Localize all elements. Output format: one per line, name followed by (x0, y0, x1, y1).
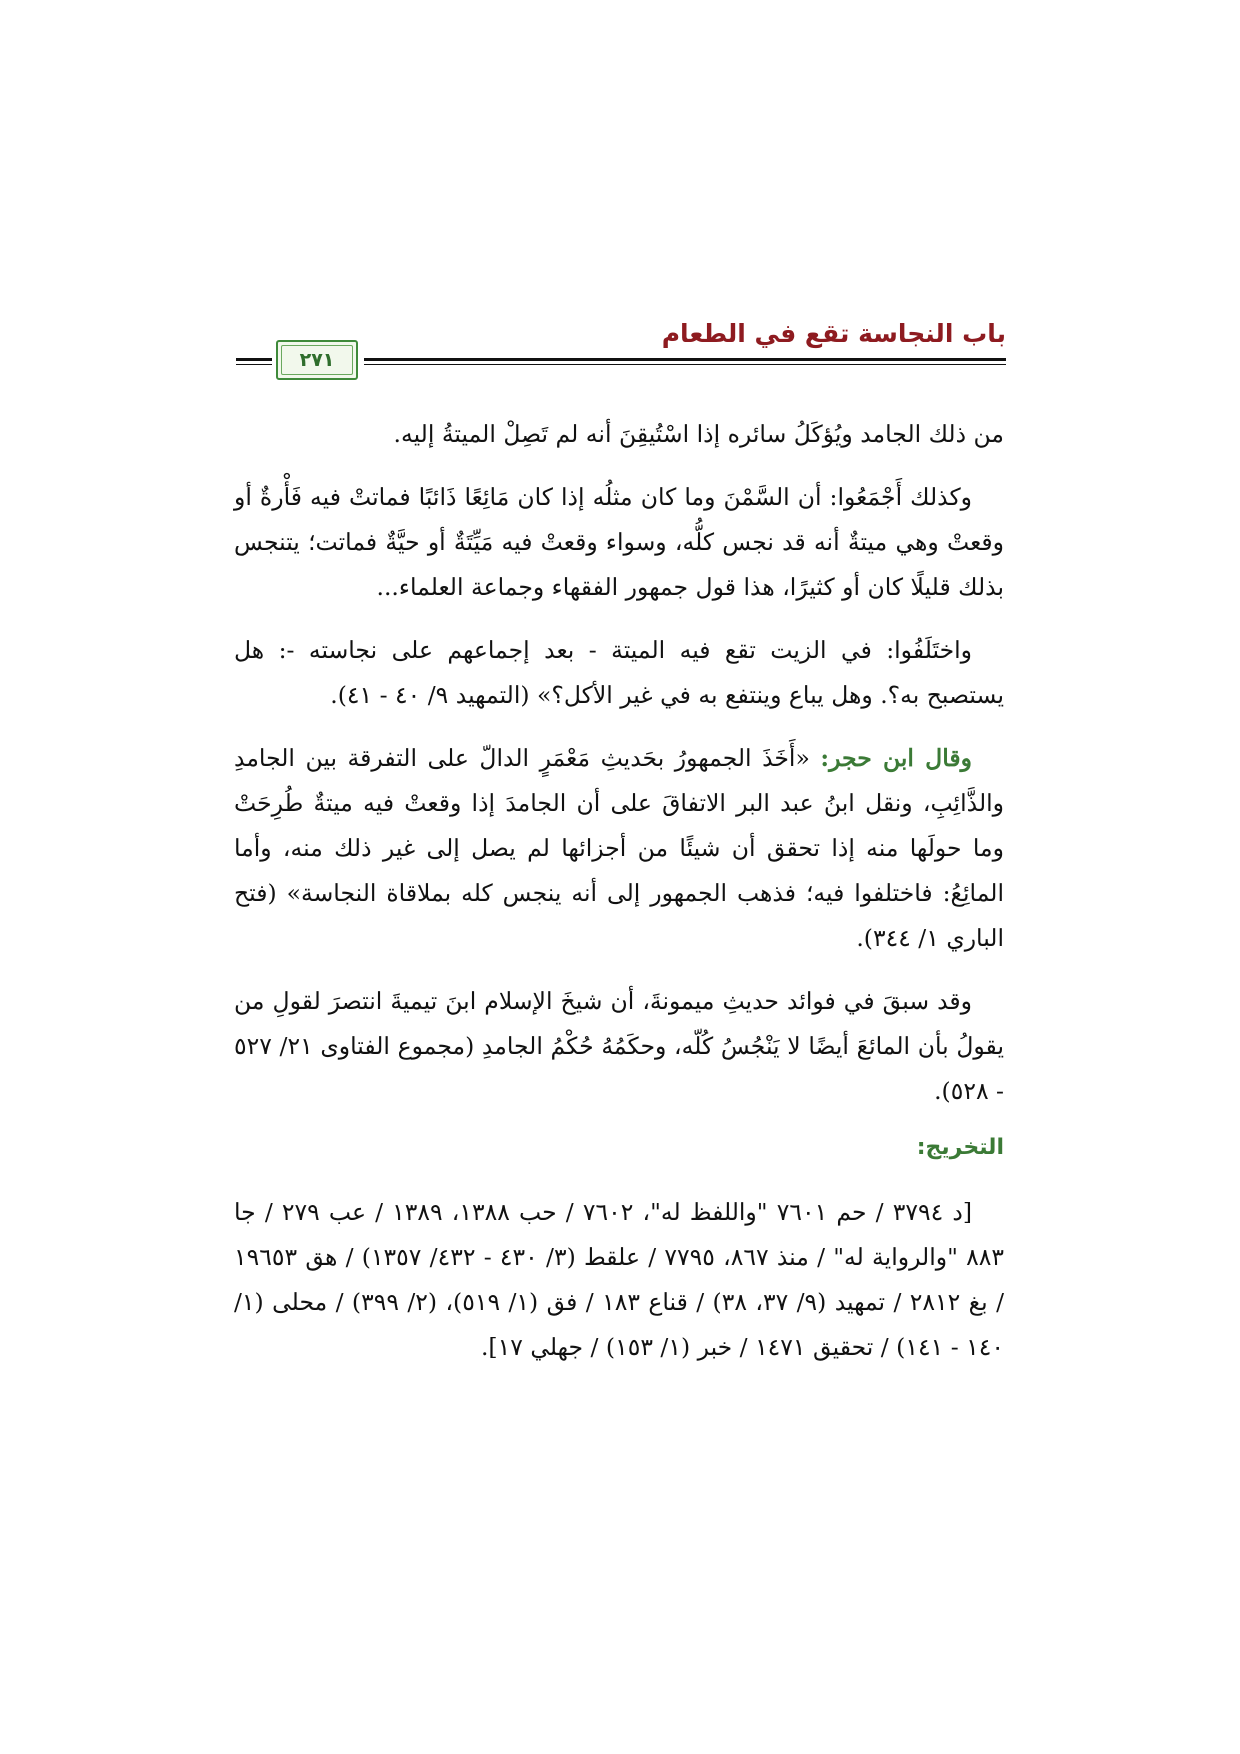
header-rule-left-thin (236, 364, 272, 365)
paragraph-4-text: «أَخَذَ الجمهورُ بحَديثِ مَعْمَرٍ الدالّ على التفرقة بين الجامدِ والذَّائِبِ، ونقل ابنُ عبد البر الاتفاقَ على أن الجامدَ إذا وقعتْ فيه ميتةٌ طُرِحَتْ وما حولَها منه إذا تحقق أن شيئًا من أجزائها لم يصل إلى غير ذلك منه، وأما المائِعُ: فاختلفوا فيه؛ فذهب الجمهور إلى أنه ينجس كله بملاقاة النجاسة» (فتح الباري ١/ ٣٤٤). (234, 744, 1004, 952)
main-content (234, 412, 1004, 1388)
header-rule (364, 358, 1006, 361)
paragraph-4 (234, 736, 1004, 961)
speaker-label: وقال ابن حجر: (820, 744, 972, 772)
paragraph-2: وكذلك أَجْمَعُوا: أن السَّمْنَ وما كان مثلُه إذا كان مَائِعًا ذَائبًا فماتتْ فيه فَأْرةٌ أو وقعتْ وهي ميتةٌ أنه قد نجس كلُّه، وسواء وقعتْ فيه مَيِّتَةٌ أو حيَّةٌ فماتت؛ يتنجس بذلك قليلًا كان أو كثيرًا، هذا قول جمهور الفقهاء وجماعة العلماء... (234, 483, 1004, 601)
paragraph-1: من ذلك الجامد ويُؤكَلُ سائره إذا اسْتُيقِنَ أنه لم تَصِلْ الميتةُ إليه. (393, 420, 1004, 448)
header-rule-left (236, 358, 272, 361)
takhrij-text: [د ٣٧٩٤ / حم ٧٦٠١ "واللفظ له"، ٧٦٠٢ / حب ١٣٨٨، ١٣٨٩ / عب ٢٧٩ / جا ٨٨٣ "والرواية له" / منذ ٨٦٧، ٧٧٩٥ / علقط (٣/ ٤٣٠ - ٤٣٢/ ١٣٥٧) / هق ١٩٦٥٣ / بغ ٢٨١٢ / تمهيد (٩/ ٣٧، ٣٨) / قناع ١٨٣ / فق (١/ ٥١٩)، (٢/ ٣٩٩) / محلى (١/ ١٤٠ - ١٤١) / تحقيق ١٤٧١ / خبر (١/ ١٥٣) / جهلي ١٧]. (234, 1198, 1005, 1361)
page-number: ٢٧١ (299, 349, 335, 371)
takhrij-heading: التخريج: (916, 1135, 1004, 1160)
paragraph-5: وقد سبقَ في فوائد حديثِ ميمونةَ، أن شيخَ الإسلام ابنَ تيميةَ انتصرَ لقولِ من يقولُ بأن المائعَ أيضًا لا يَنْجُسُ كُلّه، وحكَمُهُ حُكْمُ الجامدِ (مجموع الفتاوى ٢١/ ٥٢٧ - ٥٢٨). (234, 987, 1004, 1105)
chapter-title: باب النجاسة تقع في الطعام (661, 319, 1006, 348)
paragraph-3: واختَلَفُوا: في الزيت تقع فيه الميتة - بعد إجماعهم على نجاسته -: هل يستصبح به؟. وهل يباع وينتفع به في غير الأكل؟» (التمهيد ٩/ ٤٠ - ٤١). (234, 636, 1004, 709)
page-header (236, 318, 1006, 374)
page-number-badge (276, 340, 358, 380)
header-rule-thin (364, 364, 1006, 365)
